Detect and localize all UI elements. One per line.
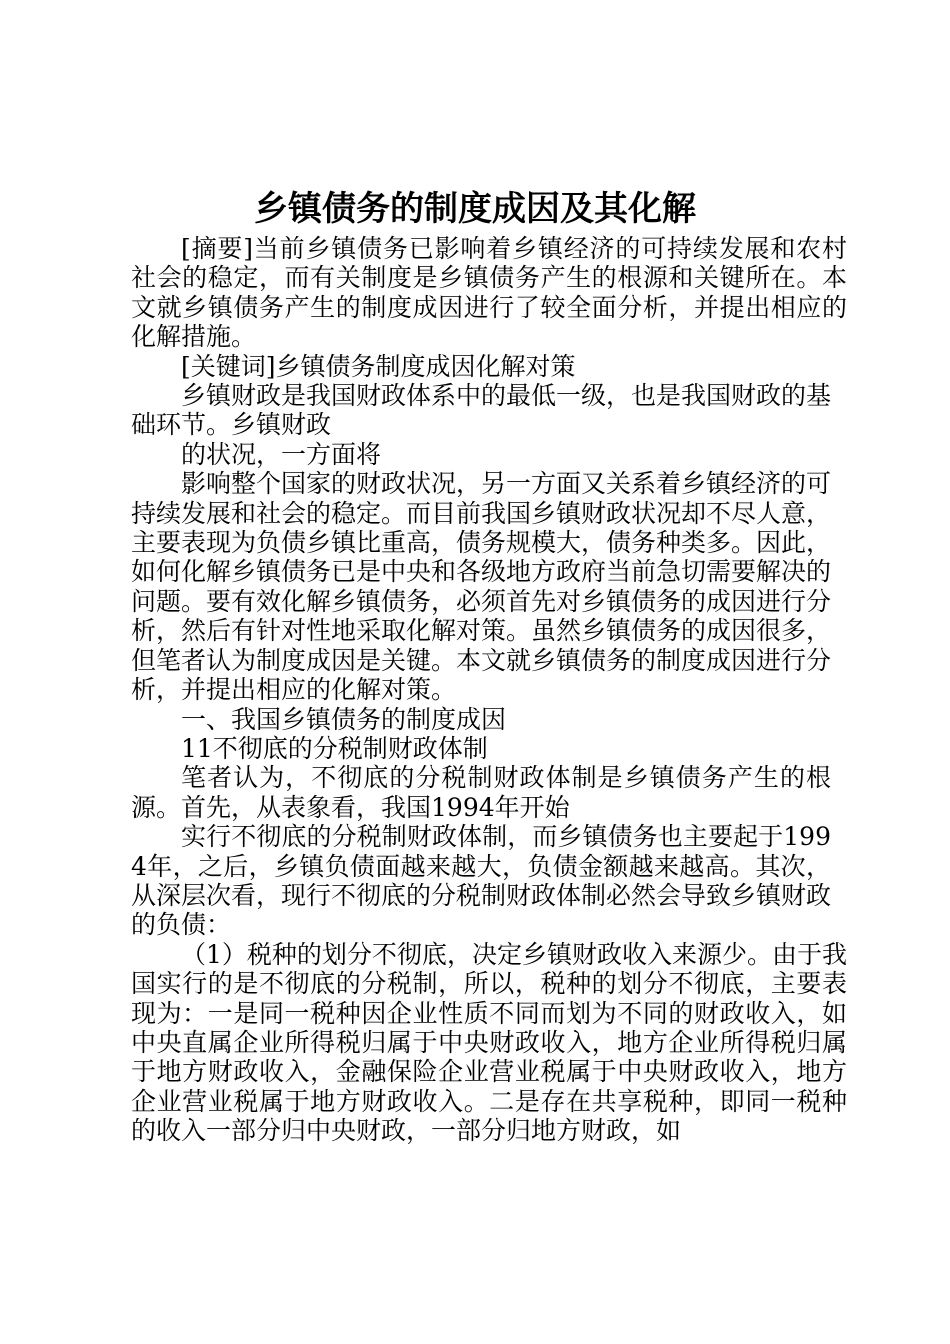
subsection-heading: 11不彻底的分税制财政体制 — [181, 733, 488, 763]
abstract-paragraph: [摘要]当前乡镇债务已影响着乡镇经济的可持续发展和农村社会的稳定，而有关制度是乡镇债务产生的根源和关键所在。本文就乡镇债务产生的制度成因进行了较全面分析，并提出相应的化解措施。 — [131, 234, 847, 352]
document-body — [131, 234, 847, 1146]
body-paragraph: 影响整个国家的财政状况，另一方面又关系着乡镇经济的可持续发展和社会的稳定。而目前我国乡镇财政状况却不尽人意，主要表现为负债乡镇比重高，债务规模大，债务种类多。因此，如何化解乡镇债务已是中央和各级地方政府当前急切需要解决的问题。要有效化解乡镇债务，必须首先对乡镇债务的成因进行分析，然后有针对性地采取化解对策。虽然乡镇债务的成因很多，但笔者认为制度成因是关键。本文就乡镇债务的制度成因进行分析，并提出相应的化解对策。 — [131, 469, 832, 705]
document-title: 乡镇债务的制度成因及其化解 — [254, 189, 696, 229]
section-heading: 一、我国乡镇债务的制度成因 — [181, 704, 507, 734]
body-paragraph: 乡镇财政是我国财政体系中的最低一级，也是我国财政的基础环节。乡镇财政 — [131, 381, 832, 440]
body-paragraph: 的状况，一方面将 — [181, 439, 382, 469]
body-paragraph: （1）税种的划分不彻底，决定乡镇财政收入来源少。由于我国实行的是不彻底的分税制，所以，税种的划分不彻底，主要表现为：一是同一税种因企业性质不同而划为不同的财政收入，如中央直属企业所得税归属于中央财政收入，地方企业所得税归属于地方财政收入，金融保险企业营业税属于中央财政收入，地方企业营业税属于地方财政收入。二是存在共享税种，即同一税种的收入一部分归中央财政，一部分归地方财政，如 — [131, 939, 847, 1146]
body-paragraph: 笔者认为，不彻底的分税制财政体制是乡镇债务产生的根源。首先，从表象看，我国1994年开始 — [131, 763, 831, 822]
body-paragraph: 实行不彻底的分税制财政体制，而乡镇债务也主要起于1994年，之后，乡镇负债面越来越大，负债金额越来越高。其次，从深层次看，现行不彻底的分税制财政体制必然会导致乡镇财政的负债： — [131, 822, 832, 940]
keywords-paragraph: [关键词]乡镇债务制度成因化解对策 — [181, 351, 576, 381]
